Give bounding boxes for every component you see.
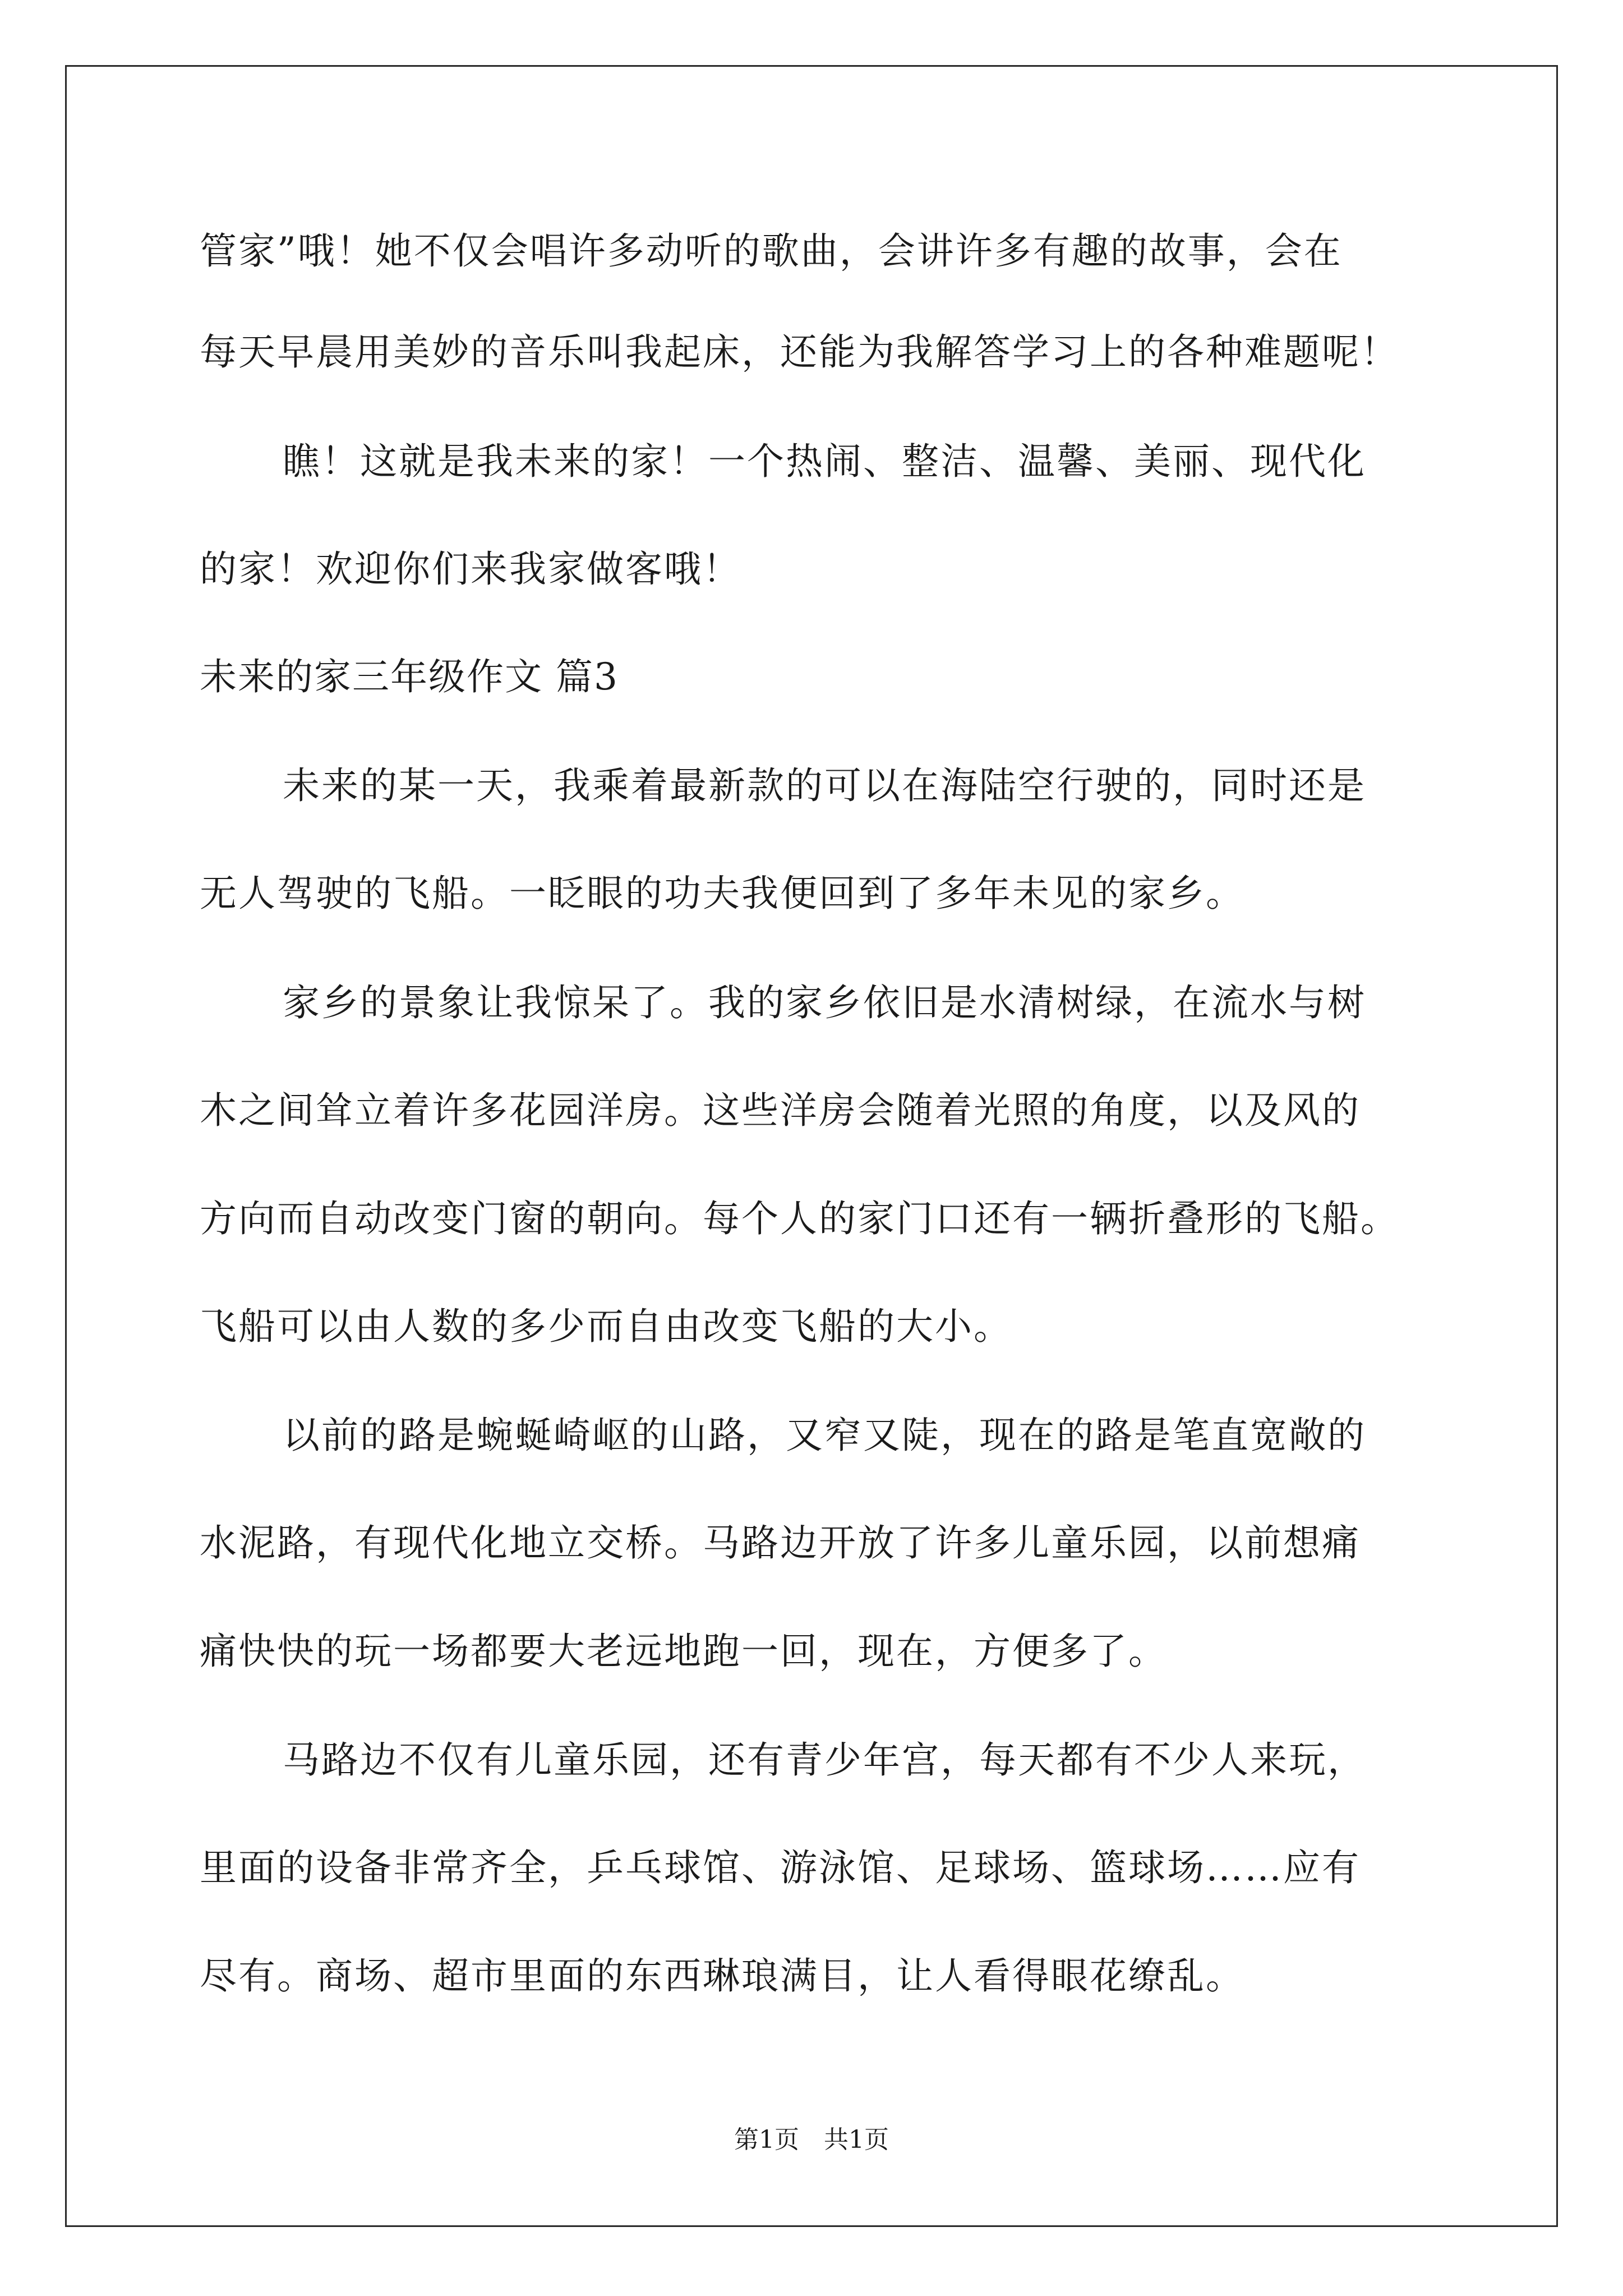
section-heading: 未来的家三年级作文 篇3 — [200, 655, 619, 698]
text-line: 未来的某一天，我乘着最新款的可以在海陆空行驶的，同时还是 — [283, 764, 1366, 807]
text-line: 木之间耸立着许多花园洋房。这些洋房会随着光照的角度，以及风的 — [200, 1089, 1361, 1132]
text-line: 家乡的景象让我惊呆了。我的家乡依旧是水清树绿，在流水与树 — [283, 981, 1366, 1024]
text-line: 里面的设备非常齐全，乒乓球馆、游泳馆、足球场、篮球场……应有 — [200, 1846, 1361, 1889]
text-line: 方向而自动改变门窗的朝向。每个人的家门口还有一辆折叠形的飞船。 — [200, 1197, 1399, 1240]
text-line: 飞船可以由人数的多少而自由改变飞船的大小。 — [200, 1305, 1012, 1348]
text-line: 的家！欢迎你们来我家做客哦！ — [200, 547, 741, 591]
text-line: 瞧！这就是我未来的家！一个热闹、整洁、温馨、美丽、现代化 — [283, 440, 1366, 483]
text-line: 无人驾驶的飞船。一眨眼的功夫我便回到了多年未见的家乡。 — [200, 872, 1244, 915]
page-border — [65, 65, 1558, 2227]
text-line: 痛快快的玩一场都要大老远地跑一回，现在，方便多了。 — [200, 1630, 1167, 1673]
page-total: 共1页 — [824, 2125, 889, 2154]
page-footer — [0, 2123, 1623, 2157]
text-line: 管家”哦！她不仅会唱许多动听的歌曲，会讲许多有趣的故事，会在 — [200, 229, 1343, 273]
page-number: 第1页 — [734, 2125, 799, 2154]
text-line: 每天早晨用美妙的音乐叫我起床，还能为我解答学习上的各种难题呢！ — [200, 330, 1399, 374]
text-line: 马路边不仅有儿童乐园，还有青少年宫，每天都有不少人来玩， — [283, 1738, 1366, 1782]
text-line: 尽有。商场、超市里面的东西琳琅满目，让人看得眼花缭乱。 — [200, 1954, 1244, 1998]
text-line: 水泥路，有现代化地立交桥。马路边开放了许多儿童乐园，以前想痛 — [200, 1521, 1361, 1565]
text-line: 以前的路是蜿蜒崎岖的山路，又窄又陡，现在的路是笔直宽敞的 — [283, 1414, 1366, 1457]
